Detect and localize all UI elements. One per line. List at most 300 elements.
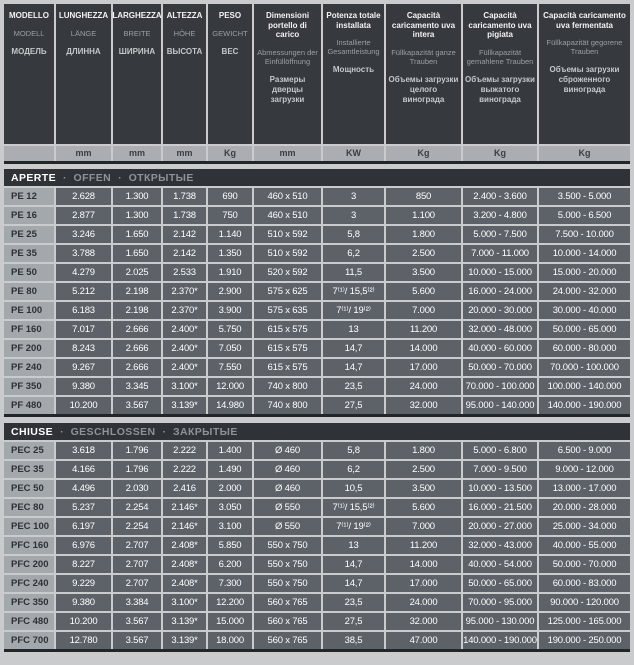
model-cell: PEC 80 <box>4 499 54 516</box>
column-label-russian: ВЫСОТА <box>166 46 203 56</box>
value-cell: Ø 460 <box>254 442 321 459</box>
value-cell: 14.000 <box>386 340 461 357</box>
column-label-german: GEWICHT <box>212 28 248 38</box>
value-cell: 1.738 <box>163 207 206 224</box>
column-header-cell <box>323 4 384 144</box>
value-cell: 16.000 - 21.500 <box>463 499 537 516</box>
value-cell: 14,7 <box>323 340 384 357</box>
value-cell: 9.380 <box>56 378 111 395</box>
section-title-italian: APERTE <box>11 171 56 184</box>
value-cell: 95.000 - 140.000 <box>463 397 537 414</box>
value-cell: 1.300 <box>113 188 161 205</box>
section-title-russian: ЗАКРЫТЫЕ <box>173 425 238 438</box>
value-cell: 3.345 <box>113 378 161 395</box>
value-cell: 3.567 <box>113 397 161 414</box>
value-cell: 5.000 - 6.800 <box>463 442 537 459</box>
column-label-russian: Мощность <box>332 65 375 75</box>
value-cell: 3.567 <box>113 632 161 649</box>
value-cell: 14.000 <box>386 556 461 573</box>
value-cell: 1.800 <box>386 442 461 459</box>
value-cell: 1.738 <box>163 188 206 205</box>
value-cell: 1.350 <box>208 245 252 262</box>
value-cell: 140.000 - 190.000 <box>539 397 630 414</box>
value-cell: 70.000 - 100.000 <box>539 359 630 376</box>
column-header-cell <box>56 4 111 144</box>
value-cell: 2.500 <box>386 461 461 478</box>
value-cell: 550 x 750 <box>254 575 321 592</box>
value-cell: 3.139* <box>163 397 206 414</box>
value-cell: 95.000 - 130.000 <box>463 613 537 630</box>
value-cell: 2.146* <box>163 518 206 535</box>
value-cell: 140.000 - 190.000 <box>463 632 537 649</box>
value-cell: 1.796 <box>113 461 161 478</box>
column-header-cell <box>113 4 161 144</box>
column-header-cell <box>386 4 461 144</box>
value-cell: 2.222 <box>163 442 206 459</box>
value-cell: 3.500 - 5.000 <box>539 188 630 205</box>
table-body <box>4 169 630 652</box>
value-cell: 18.000 <box>208 632 252 649</box>
value-cell: 3.900 <box>208 302 252 319</box>
column-header-cell <box>208 4 252 144</box>
value-cell: 12.200 <box>208 594 252 611</box>
value-cell: 7.050 <box>208 340 252 357</box>
column-label-russian: Объемы загрузки целого винограда <box>388 74 459 104</box>
value-cell: 5,8 <box>323 226 384 243</box>
column-label-german: Füllkapazität gemahlene Trauben <box>466 47 534 66</box>
separator-dot: · <box>162 425 166 438</box>
separator-dot: · <box>60 425 64 438</box>
unit-cell: Kg <box>539 146 630 161</box>
value-cell: 7.000 - 9.500 <box>463 461 537 478</box>
value-cell: 2.000 <box>208 480 252 497</box>
value-cell: 7.300 <box>208 575 252 592</box>
value-cell: 1.650 <box>113 226 161 243</box>
value-cell: 2.400* <box>163 321 206 338</box>
value-cell: 23,5 <box>323 378 384 395</box>
model-cell: PF 350 <box>4 378 54 395</box>
value-cell: 615 x 575 <box>254 359 321 376</box>
value-cell: 2.400* <box>163 359 206 376</box>
column-label-german: MODELL <box>13 28 45 38</box>
value-cell: 2.500 <box>386 245 461 262</box>
value-cell: 20.000 - 30.000 <box>463 302 537 319</box>
model-cell: PFC 200 <box>4 556 54 573</box>
value-cell: 690 <box>208 188 252 205</box>
value-cell: 2.030 <box>113 480 161 497</box>
value-cell: 615 x 575 <box>254 321 321 338</box>
column-label-italian: Dimensioni portello di carico <box>265 11 310 40</box>
value-cell: Ø 460 <box>254 461 321 478</box>
value-cell: 40.000 - 55.000 <box>539 537 630 554</box>
value-cell: 1.650 <box>113 245 161 262</box>
value-cell: 3.246 <box>56 226 111 243</box>
value-cell: 575 x 625 <box>254 283 321 300</box>
value-cell: 3.139* <box>163 613 206 630</box>
value-cell: 2.370* <box>163 283 206 300</box>
value-cell: 17.000 <box>386 575 461 592</box>
value-cell: 3 <box>323 188 384 205</box>
value-cell: 3 <box>323 207 384 224</box>
unit-cell: mm <box>113 146 161 161</box>
value-cell: 10.200 <box>56 397 111 414</box>
value-cell: 2.666 <box>113 340 161 357</box>
value-cell: 560 x 765 <box>254 594 321 611</box>
value-cell: 1.400 <box>208 442 252 459</box>
section-rows <box>4 442 630 649</box>
value-cell: 5.600 <box>386 283 461 300</box>
value-cell: 11,5 <box>323 264 384 281</box>
value-cell: 14,7 <box>323 359 384 376</box>
model-cell: PF 160 <box>4 321 54 338</box>
column-label-italian: Capacità caricamento uva fermentata <box>543 11 626 30</box>
value-cell: 27,5 <box>323 613 384 630</box>
value-cell: 510 x 592 <box>254 245 321 262</box>
value-cell: 560 x 765 <box>254 613 321 630</box>
value-cell: 2.222 <box>163 461 206 478</box>
value-cell: 6.183 <box>56 302 111 319</box>
model-cell: PF 240 <box>4 359 54 376</box>
model-cell: PEC 25 <box>4 442 54 459</box>
section-title-german: OFFEN <box>73 171 112 184</box>
value-cell: 2.707 <box>113 556 161 573</box>
value-cell: 2.416 <box>163 480 206 497</box>
column-label-russian: Объемы загрузки сброженного винограда <box>549 65 620 95</box>
column-label-italian: Potenza totale installata <box>326 11 381 30</box>
column-label-german: Füllkapazität gegorene Trauben <box>546 38 623 57</box>
value-cell: 2.400 - 3.600 <box>463 188 537 205</box>
column-label-italian: ALTEZZA <box>166 11 203 20</box>
value-cell: 3.200 - 4.800 <box>463 207 537 224</box>
value-cell: 27,5 <box>323 397 384 414</box>
column-label-italian: Capacità caricamento uva intera <box>391 11 456 40</box>
value-cell: 17.000 <box>386 359 461 376</box>
unit-cell <box>4 146 54 161</box>
value-cell: 5.600 <box>386 499 461 516</box>
model-cell: PEC 50 <box>4 480 54 497</box>
value-cell: 9.000 - 12.000 <box>539 461 630 478</box>
unit-cell: Kg <box>386 146 461 161</box>
separator-dot: · <box>63 171 67 184</box>
column-header-cell <box>254 4 321 144</box>
value-cell: 1.800 <box>386 226 461 243</box>
value-cell: 50.000 - 65.000 <box>463 575 537 592</box>
section-header-bar <box>4 423 630 440</box>
value-cell: 3.050 <box>208 499 252 516</box>
section-title-german: GESCHLOSSEN <box>70 425 156 438</box>
model-cell: PFC 350 <box>4 594 54 611</box>
header-units-row <box>4 146 630 161</box>
value-cell: 15.000 <box>208 613 252 630</box>
separator-dot: · <box>118 171 122 184</box>
value-cell: 460 x 510 <box>254 188 321 205</box>
value-cell: 520 x 592 <box>254 264 321 281</box>
value-cell: Ø 550 <box>254 518 321 535</box>
model-cell: PF 480 <box>4 397 54 414</box>
value-cell: 5.212 <box>56 283 111 300</box>
value-cell: 24.000 - 32.000 <box>539 283 630 300</box>
unit-cell: mm <box>56 146 111 161</box>
value-cell: 7.500 - 10.000 <box>539 226 630 243</box>
column-label-russian: ДЛИННА <box>66 46 101 56</box>
value-cell: 125.000 - 165.000 <box>539 613 630 630</box>
model-cell: PFC 700 <box>4 632 54 649</box>
unit-cell: Kg <box>463 146 537 161</box>
value-cell: 10.000 - 13.500 <box>463 480 537 497</box>
value-cell: 2.707 <box>113 537 161 554</box>
value-cell: 2.408* <box>163 537 206 554</box>
value-cell: 2.628 <box>56 188 111 205</box>
value-cell: 1.910 <box>208 264 252 281</box>
section-title-russian: ОТКРЫТЫЕ <box>128 171 194 184</box>
column-header-cell <box>163 4 206 144</box>
value-cell: 2.666 <box>113 359 161 376</box>
column-label-german: Abmessungen der Einfüllöffnung <box>257 47 318 66</box>
value-cell: 2.254 <box>113 518 161 535</box>
value-cell: 32.000 <box>386 397 461 414</box>
value-cell: 560 x 765 <box>254 632 321 649</box>
column-label-german: Füllkapazität ganze Trauben <box>391 47 456 66</box>
value-cell: 32.000 - 43.000 <box>463 537 537 554</box>
value-cell: 6.200 <box>208 556 252 573</box>
value-cell: 2.370* <box>163 302 206 319</box>
column-label-italian: LARGHEZZA <box>112 11 162 20</box>
value-cell: 47.000 <box>386 632 461 649</box>
model-cell: PE 35 <box>4 245 54 262</box>
unit-cell: Kg <box>208 146 252 161</box>
table-header <box>4 4 630 164</box>
model-cell: PE 80 <box>4 283 54 300</box>
value-cell: 3.500 <box>386 264 461 281</box>
value-cell: 40.000 - 54.000 <box>463 556 537 573</box>
value-cell: 50.000 - 70.000 <box>539 556 630 573</box>
value-cell: 3.788 <box>56 245 111 262</box>
value-cell: 575 x 635 <box>254 302 321 319</box>
value-cell: Ø 550 <box>254 499 321 516</box>
value-cell: 190.000 - 250.000 <box>539 632 630 649</box>
value-cell: 4.279 <box>56 264 111 281</box>
value-cell: 20.000 - 28.000 <box>539 499 630 516</box>
value-cell: 9.229 <box>56 575 111 592</box>
column-label-german: LÄNGE <box>70 28 97 38</box>
model-cell: PE 16 <box>4 207 54 224</box>
value-cell: 11.200 <box>386 321 461 338</box>
value-cell: 750 <box>208 207 252 224</box>
value-cell: 550 x 750 <box>254 556 321 573</box>
value-cell: 60.000 - 80.000 <box>539 340 630 357</box>
model-cell: PF 200 <box>4 340 54 357</box>
value-cell: 3.100* <box>163 378 206 395</box>
value-cell: 90.000 - 120.000 <box>539 594 630 611</box>
value-cell: 1.140 <box>208 226 252 243</box>
value-cell: 2.666 <box>113 321 161 338</box>
model-cell: PEC 35 <box>4 461 54 478</box>
value-cell: 24.000 <box>386 594 461 611</box>
value-cell: 5.850 <box>208 537 252 554</box>
value-cell: 3.500 <box>386 480 461 497</box>
column-label-russian: МОДЕЛЬ <box>11 46 47 56</box>
unit-cell: mm <box>254 146 321 161</box>
value-cell: 25.000 - 34.000 <box>539 518 630 535</box>
column-label-russian: ШИРИНА <box>118 46 156 56</box>
model-cell: PE 100 <box>4 302 54 319</box>
value-cell: 8.243 <box>56 340 111 357</box>
section-header-bar <box>4 169 630 186</box>
value-cell: 32.000 <box>386 613 461 630</box>
value-cell: 38,5 <box>323 632 384 649</box>
section-rows <box>4 188 630 414</box>
model-cell: PFC 160 <box>4 537 54 554</box>
value-cell: 2.533 <box>163 264 206 281</box>
column-label-german: Installierte Gesamtleistung <box>327 38 380 57</box>
value-cell: 13.000 - 17.000 <box>539 480 630 497</box>
value-cell: 100.000 - 140.000 <box>539 378 630 395</box>
model-cell: PE 25 <box>4 226 54 243</box>
table-section <box>4 169 630 417</box>
value-cell: 7.000 <box>386 302 461 319</box>
value-cell: 30.000 - 40.000 <box>539 302 630 319</box>
value-cell: 3.100 <box>208 518 252 535</box>
value-cell: 14.980 <box>208 397 252 414</box>
value-cell: 12.000 <box>208 378 252 395</box>
value-cell: 14,7 <box>323 556 384 573</box>
model-cell: PEC 100 <box>4 518 54 535</box>
value-cell: 2.142 <box>163 245 206 262</box>
model-cell: PE 12 <box>4 188 54 205</box>
value-cell: 1.300 <box>113 207 161 224</box>
column-label-italian: MODELLO <box>9 11 49 20</box>
value-cell: 20.000 - 27.000 <box>463 518 537 535</box>
value-cell: 8.227 <box>56 556 111 573</box>
value-cell: 2.408* <box>163 556 206 573</box>
value-cell: 13 <box>323 321 384 338</box>
unit-cell: KW <box>323 146 384 161</box>
header-names-row <box>4 4 630 144</box>
value-cell: 7⁽¹⁾/ 15,5⁽²⁾ <box>323 283 384 300</box>
value-cell: 2.707 <box>113 575 161 592</box>
value-cell: 4.496 <box>56 480 111 497</box>
value-cell: 2.142 <box>163 226 206 243</box>
value-cell: 2.254 <box>113 499 161 516</box>
column-header-cell <box>539 4 630 144</box>
model-cell: PFC 240 <box>4 575 54 592</box>
value-cell: 3.384 <box>113 594 161 611</box>
value-cell: 2.025 <box>113 264 161 281</box>
value-cell: 1.100 <box>386 207 461 224</box>
unit-cell: mm <box>163 146 206 161</box>
value-cell: 7.017 <box>56 321 111 338</box>
value-cell: 7.000 - 11.000 <box>463 245 537 262</box>
column-label-russian: ВЕС <box>221 46 239 56</box>
value-cell: 70.000 - 95.000 <box>463 594 537 611</box>
value-cell: 50.000 - 70.000 <box>463 359 537 376</box>
column-label-german: HÖHE <box>173 28 196 38</box>
value-cell: 3.618 <box>56 442 111 459</box>
value-cell: 6,2 <box>323 461 384 478</box>
value-cell: 40.000 - 60.000 <box>463 340 537 357</box>
value-cell: 6.976 <box>56 537 111 554</box>
value-cell: 7⁽¹⁾/ 19⁽²⁾ <box>323 518 384 535</box>
value-cell: 16.000 - 24.000 <box>463 283 537 300</box>
value-cell: 70.000 - 100.000 <box>463 378 537 395</box>
value-cell: 2.877 <box>56 207 111 224</box>
value-cell: 550 x 750 <box>254 537 321 554</box>
value-cell: 3.100* <box>163 594 206 611</box>
value-cell: 1.490 <box>208 461 252 478</box>
value-cell: 9.267 <box>56 359 111 376</box>
table-section <box>4 423 630 652</box>
value-cell: 460 x 510 <box>254 207 321 224</box>
value-cell: 13 <box>323 537 384 554</box>
value-cell: 9.380 <box>56 594 111 611</box>
value-cell: 2.400* <box>163 340 206 357</box>
column-label-russian: Размеры дверцы загрузки <box>269 74 306 104</box>
value-cell: 4.166 <box>56 461 111 478</box>
value-cell: 5,8 <box>323 442 384 459</box>
value-cell: 2.198 <box>113 302 161 319</box>
column-label-italian: LUNGHEZZA <box>58 11 109 20</box>
value-cell: 7⁽¹⁾/ 19⁽²⁾ <box>323 302 384 319</box>
value-cell: 2.198 <box>113 283 161 300</box>
value-cell: 3.567 <box>113 613 161 630</box>
value-cell: 7.000 <box>386 518 461 535</box>
value-cell: 15.000 - 20.000 <box>539 264 630 281</box>
value-cell: 1.796 <box>113 442 161 459</box>
column-label-russian: Объемы загрузки выжатого винограда <box>465 74 535 104</box>
value-cell: 10.000 - 14.000 <box>539 245 630 262</box>
column-header-cell <box>463 4 537 144</box>
value-cell: 615 x 575 <box>254 340 321 357</box>
value-cell: 6.500 - 9.000 <box>539 442 630 459</box>
value-cell: 2.900 <box>208 283 252 300</box>
value-cell: 5.750 <box>208 321 252 338</box>
value-cell: 6.197 <box>56 518 111 535</box>
column-label-italian: Capacità caricamento uva pigiata <box>468 11 532 40</box>
value-cell: 5.237 <box>56 499 111 516</box>
value-cell: Ø 460 <box>254 480 321 497</box>
section-title-italian: CHIUSE <box>11 425 54 438</box>
model-cell: PE 50 <box>4 264 54 281</box>
value-cell: 50.000 - 65.000 <box>539 321 630 338</box>
value-cell: 3.139* <box>163 632 206 649</box>
value-cell: 5.000 - 7.500 <box>463 226 537 243</box>
column-label-german: BREITE <box>123 28 151 38</box>
value-cell: 14,7 <box>323 575 384 592</box>
value-cell: 740 x 800 <box>254 397 321 414</box>
column-header-cell <box>4 4 54 144</box>
value-cell: 12.780 <box>56 632 111 649</box>
value-cell: 7.550 <box>208 359 252 376</box>
value-cell: 850 <box>386 188 461 205</box>
value-cell: 10.200 <box>56 613 111 630</box>
value-cell: 510 x 592 <box>254 226 321 243</box>
column-label-italian: PESO <box>218 11 242 20</box>
value-cell: 7⁽¹⁾/ 15,5⁽²⁾ <box>323 499 384 516</box>
value-cell: 2.146* <box>163 499 206 516</box>
value-cell: 32.000 - 48.000 <box>463 321 537 338</box>
value-cell: 11.200 <box>386 537 461 554</box>
value-cell: 6,2 <box>323 245 384 262</box>
value-cell: 5.000 - 6.500 <box>539 207 630 224</box>
model-cell: PFC 480 <box>4 613 54 630</box>
value-cell: 2.408* <box>163 575 206 592</box>
value-cell: 23,5 <box>323 594 384 611</box>
value-cell: 60.000 - 83.000 <box>539 575 630 592</box>
value-cell: 10.000 - 15.000 <box>463 264 537 281</box>
value-cell: 10,5 <box>323 480 384 497</box>
value-cell: 24.000 <box>386 378 461 395</box>
value-cell: 740 x 800 <box>254 378 321 395</box>
